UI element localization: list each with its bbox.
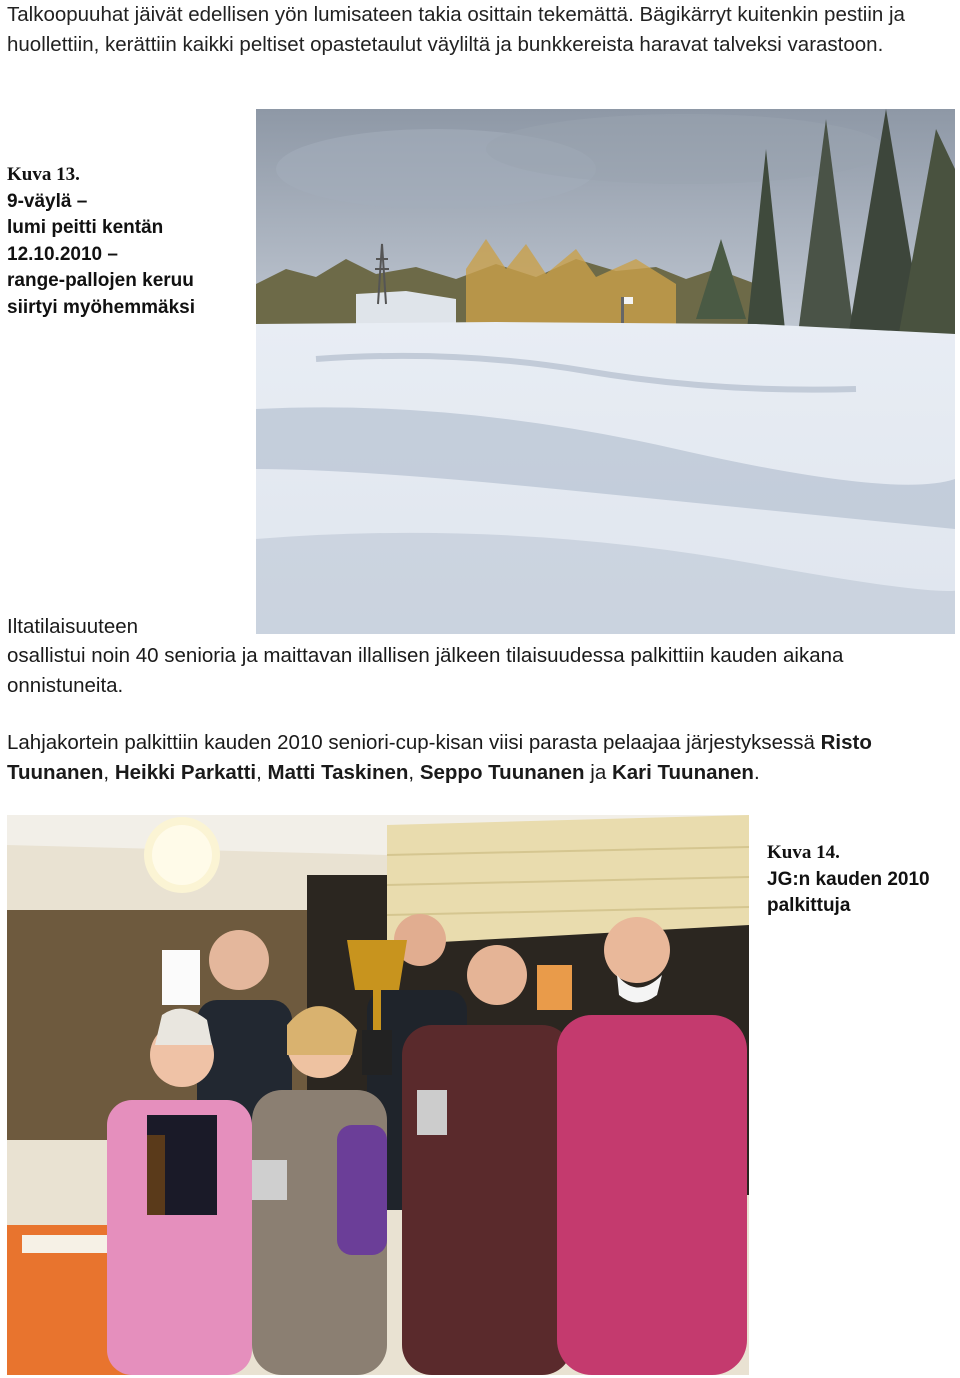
award-winners-photo — [7, 815, 749, 1375]
winner-separator: , — [408, 760, 420, 784]
figure-13-caption-line: lumi peitti kentän — [7, 217, 164, 238]
figure-13-caption-line: range-pallojen keruu — [7, 270, 194, 291]
figure-13-caption-line: 12.10.2010 – — [7, 243, 118, 265]
winner-separator: , — [103, 760, 115, 784]
winner-name: Heikki Parkatti — [114, 760, 257, 784]
event-paragraph-line1: Iltatilaisuuteen — [7, 615, 139, 638]
snowy-fairway-photo — [256, 109, 955, 634]
figure-13-caption-line: siirtyi myöhemmäksi — [7, 296, 195, 318]
winner-separator: , — [256, 760, 268, 784]
winner-name: Kari Tuunanen — [611, 760, 754, 784]
figure-13-caption-line: 9-väylä – — [7, 190, 88, 212]
figure-14-caption-line: palkittuja — [767, 895, 851, 916]
figure-13-caption — [7, 162, 195, 321]
winner-separator: ja — [584, 760, 612, 784]
intro-paragraph: Talkoopuuhat jäivät edellisen yön lumisateen takia osittain tekemättä. Bägikärryt kuitenkin pestiin ja huollettiin, kerättiin kaikki peltiset opastetaulut väyliltä ja bunkkereista haravat talveksi varastoon. — [7, 3, 905, 56]
figure-13-label: Kuva 13. — [7, 164, 80, 185]
winners-intro: Lahjakortein palkittiin kauden 2010 seniori-cup-kisan viisi parasta pelaajaa järjestyksessä — [7, 731, 821, 754]
figure-14-caption-line: JG:n kauden 2010 — [767, 868, 930, 890]
winners-end: . — [753, 760, 760, 784]
winner-name: Seppo Tuunanen — [419, 760, 585, 784]
figure-14-label: Kuva 14. — [767, 842, 840, 863]
event-paragraph: osallistui noin 40 senioria ja maittavan illallisen jälkeen tilaisuudessa palkittiin kauden aikana onnistuneita. — [7, 644, 844, 697]
winners-paragraph — [7, 728, 955, 787]
figure-14-caption — [767, 840, 930, 920]
winner-name: Risto Tuunanen — [7, 731, 872, 784]
winner-name: Matti Taskinen — [267, 760, 409, 784]
